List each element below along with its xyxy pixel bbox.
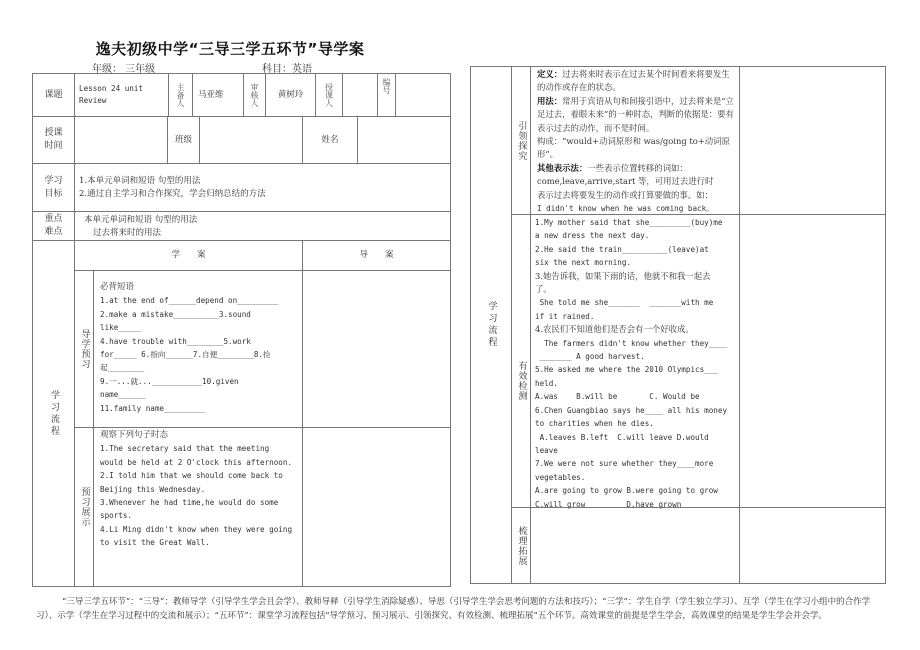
test-line: vegetables. bbox=[535, 472, 586, 482]
teacher-value[interactable] bbox=[342, 73, 378, 117]
key-points-label: 重点难点 bbox=[32, 211, 75, 241]
display-line: sports. bbox=[100, 511, 133, 521]
goals-label: 学习目标 bbox=[32, 163, 75, 212]
display-line: Beijing this Wednesday. bbox=[100, 484, 206, 494]
test-line: a new dress the next day. bbox=[535, 231, 650, 241]
footer-note: “三导三学五环节”：“三导”：教师导学（引导学生学会且会学）、教师导释（引导学生消除疑惑）、导思（引导学生学会思考问题的方法和技巧）；“三学”：学生自学（学生独立学习）、互学（学生在学习小组中的合作学习）、示学（学生在学习过程中的交流和展示）；“五环节”：课堂学习流程包括“导学预习、预习展示、引领探究、有效检测、梳理拓展”五个环节。高效课堂的前提是学生学会，高效课堂的结果是学生学会并会学。 bbox=[36, 597, 871, 621]
right-process-label: 学习流程 bbox=[486, 301, 497, 349]
display-line: 3.Whenever he had time,he would do some bbox=[100, 498, 279, 508]
test-line: A.was B.will be C. Would be bbox=[535, 392, 700, 402]
definition-title: 定义： bbox=[537, 69, 563, 79]
grade-label: 年级： 三年级 bbox=[92, 64, 156, 75]
explore-guide-cell[interactable] bbox=[739, 66, 886, 215]
test-line: A.are going to grow B.were going to grow bbox=[535, 486, 718, 496]
reviewer-label-cell bbox=[243, 73, 266, 117]
time-label: 授课时间 bbox=[32, 116, 75, 164]
preview-guide-cell[interactable] bbox=[302, 270, 451, 428]
display-line: would be held at 2 O'clock this afternoon. bbox=[100, 457, 293, 467]
summary-guide-cell[interactable] bbox=[739, 507, 886, 584]
display-guide-cell[interactable] bbox=[302, 427, 451, 587]
class-value[interactable] bbox=[199, 116, 303, 164]
definition-text: 过去将来时表示在过去某个时间看来将要发生的动作或存在的状态。 bbox=[537, 69, 730, 93]
test-line: 6.Chen Guangbiao says he____ all his money bbox=[535, 405, 728, 415]
study-plan-header: 学 案 bbox=[74, 240, 303, 271]
test-line: leave bbox=[535, 445, 558, 455]
preview-content bbox=[93, 270, 303, 428]
process-label-cell bbox=[32, 240, 75, 587]
teacher-label-cell bbox=[315, 73, 343, 117]
process-label: 学习流程 bbox=[49, 389, 59, 438]
usage-text: 常用于宾语从句和间接引语中，过去将来是“立足过去，着眼未来”的一种时态，判断的依据是：要有表示过去的动作，而不是时间。 bbox=[537, 95, 734, 133]
test-line: 4.农民们不知道他们是否会有一个好收成。 bbox=[535, 324, 694, 335]
preview-line: 起________ bbox=[100, 363, 145, 373]
right-process-label-cell bbox=[470, 66, 512, 584]
goal-item: 1.本单元单词和短语 句型的用法 bbox=[79, 176, 201, 186]
test-line: _______ A good harvest. bbox=[535, 352, 645, 362]
test-content bbox=[530, 214, 740, 508]
teacher-label: 授课人 bbox=[324, 83, 334, 107]
test-line: 了。 bbox=[535, 284, 552, 295]
preview-line: 11.family name_________ bbox=[100, 403, 206, 413]
preview-line: 1.at the end of______depend on_________ bbox=[100, 296, 279, 306]
other-line: 表示过去将要发生的动作或打算要做的事。如： bbox=[537, 189, 713, 200]
other-line: come,leave,arrive,start 等，可用过去进行时 bbox=[537, 176, 714, 187]
explore-content bbox=[530, 66, 740, 215]
explore-label-cell bbox=[511, 66, 531, 215]
test-line: if it rained. bbox=[535, 311, 595, 321]
preparer-value: 马亚维 bbox=[192, 73, 244, 117]
test-line: 7.We were not sure whether they____more bbox=[535, 459, 714, 469]
test-line: to charities when he dies. bbox=[535, 419, 654, 429]
other-line: I didn't know when he was coming back。 bbox=[537, 204, 714, 214]
reviewer-label: 审核人 bbox=[250, 83, 259, 107]
test-guide-cell[interactable] bbox=[739, 214, 886, 508]
display-line: 4.Li Ming didn't know when they were going bbox=[100, 524, 293, 534]
key-point-item: 过去将来时的用法 bbox=[93, 228, 162, 238]
display-label-cell bbox=[74, 427, 94, 587]
summary-label-cell bbox=[511, 507, 531, 584]
test-line: The farmers didn't know whether they____ bbox=[535, 338, 728, 348]
test-line: 5.He asked me where the 2010 Olympics___ bbox=[535, 365, 718, 375]
preparer-label-cell bbox=[168, 73, 193, 117]
preparer-label: 主备人 bbox=[176, 83, 185, 107]
name-label: 姓名 bbox=[302, 116, 358, 164]
test-line: She told me she_______ _______with me bbox=[535, 298, 714, 308]
test-label-cell bbox=[511, 214, 531, 508]
display-line: 1.The secretary said that the meeting bbox=[100, 444, 270, 454]
other-title: 其他表示法： bbox=[537, 162, 588, 173]
preview-line: for_____ 6.指向______7.自便________8.捡 bbox=[100, 350, 271, 360]
display-line: 观察下列句子时态 bbox=[100, 430, 169, 440]
preview-line: name______ bbox=[100, 390, 146, 400]
key-points-content bbox=[74, 211, 451, 241]
preview-label: 导学预习 bbox=[79, 329, 90, 369]
test-line: 2.He said the train__________(leave)at bbox=[535, 244, 709, 254]
other-text: 一些表示位置转移的词如： bbox=[587, 162, 688, 173]
reviewer-value: 黄树玲 bbox=[265, 73, 316, 117]
test-label: 有效检测 bbox=[516, 361, 527, 401]
summary-label: 梳理拓展 bbox=[516, 525, 527, 566]
test-line: C.will grow D.have grown bbox=[535, 499, 682, 509]
name-value[interactable] bbox=[357, 116, 451, 164]
test-line: six the next morning. bbox=[535, 258, 632, 268]
display-line: to visit the Great Wall. bbox=[100, 538, 210, 548]
number-value[interactable] bbox=[395, 73, 451, 117]
test-line: 3.她告诉我，如果下雨的话，他就不和我一起去 bbox=[535, 270, 711, 281]
summary-content[interactable] bbox=[530, 507, 740, 584]
preview-line: 2.make a mistake__________3.sound bbox=[100, 309, 251, 319]
goals-content bbox=[74, 163, 451, 212]
time-value[interactable] bbox=[74, 116, 168, 164]
display-content bbox=[93, 427, 303, 587]
usage-title: 用法： bbox=[537, 95, 563, 106]
test-line: 1.My mother said that she_________(buy)me bbox=[535, 218, 723, 227]
guide-plan-header: 导 案 bbox=[302, 240, 451, 271]
topic-value[interactable]: Lesson 24 unit Review bbox=[74, 73, 169, 117]
preview-label-cell bbox=[74, 270, 94, 428]
preview-line: 9.一...就...___________10.given bbox=[100, 376, 239, 386]
preview-line: like_____ bbox=[100, 323, 142, 333]
test-line: held. bbox=[535, 378, 558, 388]
key-point-item: 本单元单词和短语 句型的用法 bbox=[84, 215, 198, 225]
goal-item: 2.通过自主学习和合作探究，学会归纳总结的方法 bbox=[79, 189, 266, 199]
preview-line: 必背短语 bbox=[100, 282, 135, 292]
test-line: A.leaves B.left C.will leave D.would bbox=[535, 432, 709, 442]
number-label-cell bbox=[377, 73, 396, 117]
display-line: 2.I told him that we should come back to bbox=[100, 471, 283, 481]
page-title: 逸夫初级中学“三导三学五环节”导学案 bbox=[95, 40, 365, 58]
number-label: 编号 bbox=[382, 78, 391, 94]
explore-label: 引领探究 bbox=[516, 120, 527, 161]
topic-label: 课题 bbox=[32, 73, 75, 117]
class-label: 班级 bbox=[167, 116, 200, 164]
preview-line: 4.have trouble with________5.work bbox=[100, 336, 251, 346]
structure-text: 构成：“would+动词原形和 was/going to+动词原形”。 bbox=[537, 136, 730, 160]
subject-label: 科目：英语 bbox=[262, 64, 312, 75]
display-label: 预习展示 bbox=[79, 487, 90, 527]
